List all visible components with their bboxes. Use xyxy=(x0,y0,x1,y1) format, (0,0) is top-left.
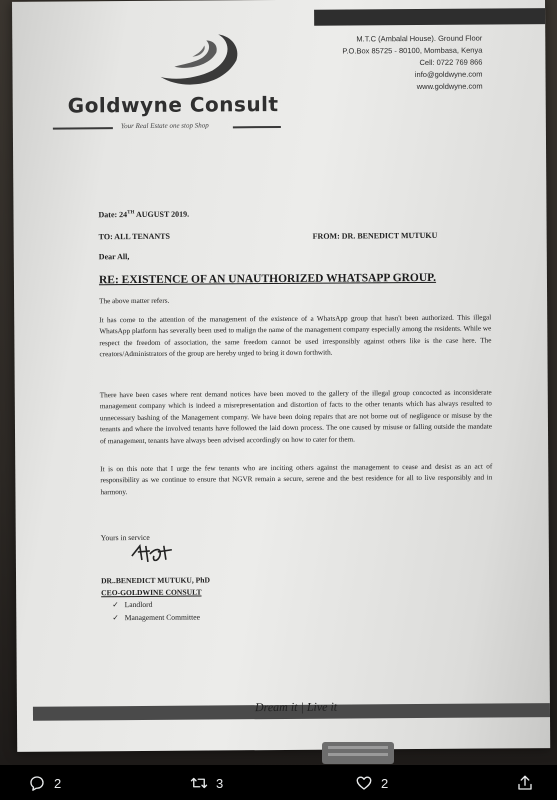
address-line: info@goldwyne.com xyxy=(414,69,483,80)
retweet-icon xyxy=(190,774,208,792)
reply-button[interactable] xyxy=(28,774,61,792)
address-line: P.O.Box 85725 - 80100, Mombasa, Kenya xyxy=(342,45,483,56)
signer-name: DR..BENEDICT MUTUKU, PhD xyxy=(101,575,211,586)
reply-count: 2 xyxy=(54,775,62,791)
date-label: Date: 24 xyxy=(98,210,128,220)
address-line: www.goldwyne.com xyxy=(416,81,483,92)
heart-icon xyxy=(355,774,373,792)
tagline-rule-left xyxy=(53,127,113,129)
signature-icon xyxy=(128,542,178,566)
retweet-count: 3 xyxy=(216,775,224,791)
check-icon: ✓ xyxy=(112,600,119,610)
salutation: Dear All, xyxy=(98,252,130,262)
date-suffix: TH xyxy=(127,210,135,216)
letterhead-top-bar xyxy=(314,8,545,26)
check-icon: ✓ xyxy=(112,613,119,623)
share-icon xyxy=(516,774,534,792)
goldwyne-logo-icon xyxy=(152,30,244,95)
paragraph-intro: The above matter refers. xyxy=(99,296,170,306)
cc-label: Management Committee xyxy=(124,612,201,623)
cc-label: Landlord xyxy=(124,599,153,610)
like-button[interactable] xyxy=(355,774,388,792)
paragraph-body-2: There have been cases where rent demand notices have been moved to the gallery of the illegal group concocted as inconsiderate management company which is indeed a misrepresentation and distortion of facts to the other tenants which has always resulted to unnecessary bashing of the Management company. We have been doing repairs that are not borne out of negligence or misuse by the tenants and where the involved tenants have followed the laid down process. The one caused by misuse or falling outside the mandate of management, tenants have always been advised accordingly on how to cater for them. xyxy=(99,388,493,445)
letter-subject: RE: EXISTENCE OF AN UNAUTHORIZED WHATSAPP GROUP. xyxy=(98,271,437,287)
like-count: 2 xyxy=(381,775,389,791)
tagline-row xyxy=(53,121,273,135)
paragraph-body-3: It is on this note that I urge the few tenants who are inciting others against the management to cease and desist as an act of responsibility as we continue to ensure that NGVR remain a secure, serene and the best residence for all to live responsibly and in harmony. xyxy=(100,462,493,497)
share-button[interactable] xyxy=(516,774,534,792)
date-rest: AUGUST 2019. xyxy=(134,209,190,220)
tagline-rule-right xyxy=(233,126,281,128)
pen-holder-icon xyxy=(318,736,398,768)
letter-date xyxy=(98,210,189,220)
reply-icon xyxy=(28,774,46,792)
cc-item xyxy=(112,600,152,609)
brand-name: Goldwyne Consult xyxy=(67,92,279,118)
letter-from: FROM: DR. BENEDICT MUTUKU xyxy=(312,230,438,241)
closing: Yours in service xyxy=(100,532,150,543)
paragraph-body-1: It has come to the attention of the management of the existence of a WhatsApp group that hasn't been authorized. This illegal WhatsApp platform has severally been used to malign the name of the management company especially among the residents. While we respect the freedom of association, the same freedom cannot be used irresponsibly against others like is the case here. The creators/Administrators of the group are hereby urged to bring it down forthwith. xyxy=(99,313,492,359)
signer-title: CEO-GOLDWINE CONSULT xyxy=(101,587,202,598)
letter-paper xyxy=(12,0,550,752)
address-line: M.T.C (Ambalal House). Ground Floor xyxy=(356,33,483,44)
tagline: Your Real Estate one stop Shop xyxy=(120,121,209,131)
letter-to: TO: ALL TENANTS xyxy=(98,231,170,242)
footer-slogan: Dream it | Live it xyxy=(254,699,338,715)
retweet-button[interactable] xyxy=(190,774,223,792)
tweet-action-bar xyxy=(0,765,557,800)
cc-item xyxy=(112,613,200,623)
address-line: Cell: 0722 769 866 xyxy=(419,57,483,68)
company-address xyxy=(312,33,482,94)
